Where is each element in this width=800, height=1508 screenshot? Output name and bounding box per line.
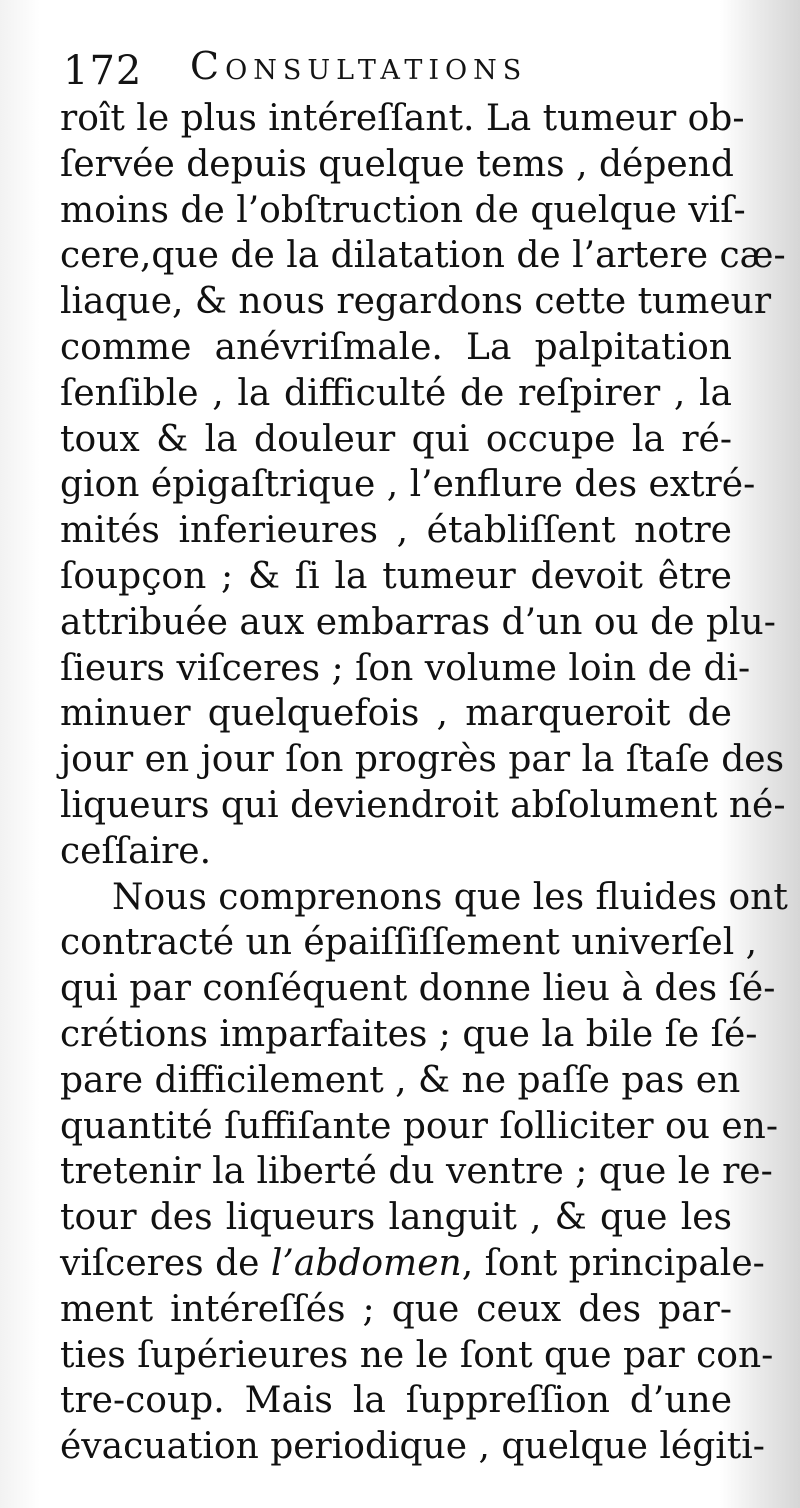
text-line: contracté un épaiſſiſſement univerſel , bbox=[60, 922, 758, 964]
text-line: crétions imparfaites ; que la bile ſe ſé- bbox=[60, 1013, 758, 1055]
text-line: minuer quelquefois , marqueroit de bbox=[60, 693, 732, 735]
text-line: ſenſible , la difficulté de reſpirer , la bbox=[60, 372, 732, 414]
text-line: pare difficilement , & ne paſſe pas en bbox=[60, 1059, 741, 1101]
text-line: ſieurs viſceres ; ſon volume loin de di- bbox=[60, 647, 751, 689]
text-line-with-italic bbox=[60, 1241, 765, 1287]
text-line: ceſſaire. bbox=[60, 830, 212, 872]
text-line: liaque, & nous regardons cette tumeur bbox=[60, 281, 772, 323]
text-line: quantité ſuffiſante pour ſolliciter ou en- bbox=[60, 1105, 779, 1147]
text-line: liqueurs qui deviendroit abſolument né- bbox=[60, 784, 786, 826]
text-line: évacuation periodique , quelque légiti- bbox=[60, 1426, 765, 1468]
text-line: gion épigaſtrique , l’enflure des extré- bbox=[60, 464, 756, 506]
page-number: 172 bbox=[63, 48, 143, 94]
text-line: moins de l’obſtruction de quelque viſ- bbox=[60, 189, 746, 231]
text-fragment: , ſont principale- bbox=[461, 1242, 765, 1284]
text-line: Nous comprenons que les fluides ont bbox=[112, 876, 788, 918]
text-line: ſoupçon ; & ſi la tumeur devoit être bbox=[60, 555, 732, 597]
text-line: ment intéreſſés ; que ceux des par- bbox=[60, 1288, 732, 1330]
text-line: attribuée aux embarras d’un ou de plu- bbox=[60, 601, 776, 643]
text-line: cere,que de la dilatation de l’artere cæ- bbox=[60, 235, 786, 277]
text-line: tre-coup. Mais la ſuppreſſion d’une bbox=[60, 1380, 732, 1422]
text-line: tour des liqueurs languit , & que les bbox=[60, 1197, 732, 1239]
text-line: tretenir la liberté du ventre ; que le re- bbox=[60, 1151, 773, 1193]
text-fragment: viſceres de bbox=[60, 1242, 271, 1284]
running-title: Consultations bbox=[190, 44, 528, 88]
text-line: comme anévriſmale. La palpitation bbox=[60, 326, 732, 368]
text-line: ſervée depuis quelque tems , dépend bbox=[60, 143, 734, 185]
text-line: qui par conſéquent donne lieu à des ſé- bbox=[60, 968, 776, 1010]
text-line: ties ſupérieures ne le ſont que par con- bbox=[60, 1334, 774, 1376]
text-line: jour en jour ſon progrès par la ſtaſe des bbox=[60, 739, 785, 781]
italic-term: l’abdomen bbox=[270, 1242, 462, 1284]
text-line: roît le plus intéreſſant. La tumeur ob- bbox=[60, 98, 745, 139]
text-line: toux & la douleur qui occupe la ré- bbox=[60, 418, 732, 460]
text-line: mités inferieures , établiſſent notre bbox=[60, 510, 732, 552]
body-text bbox=[60, 96, 788, 1470]
